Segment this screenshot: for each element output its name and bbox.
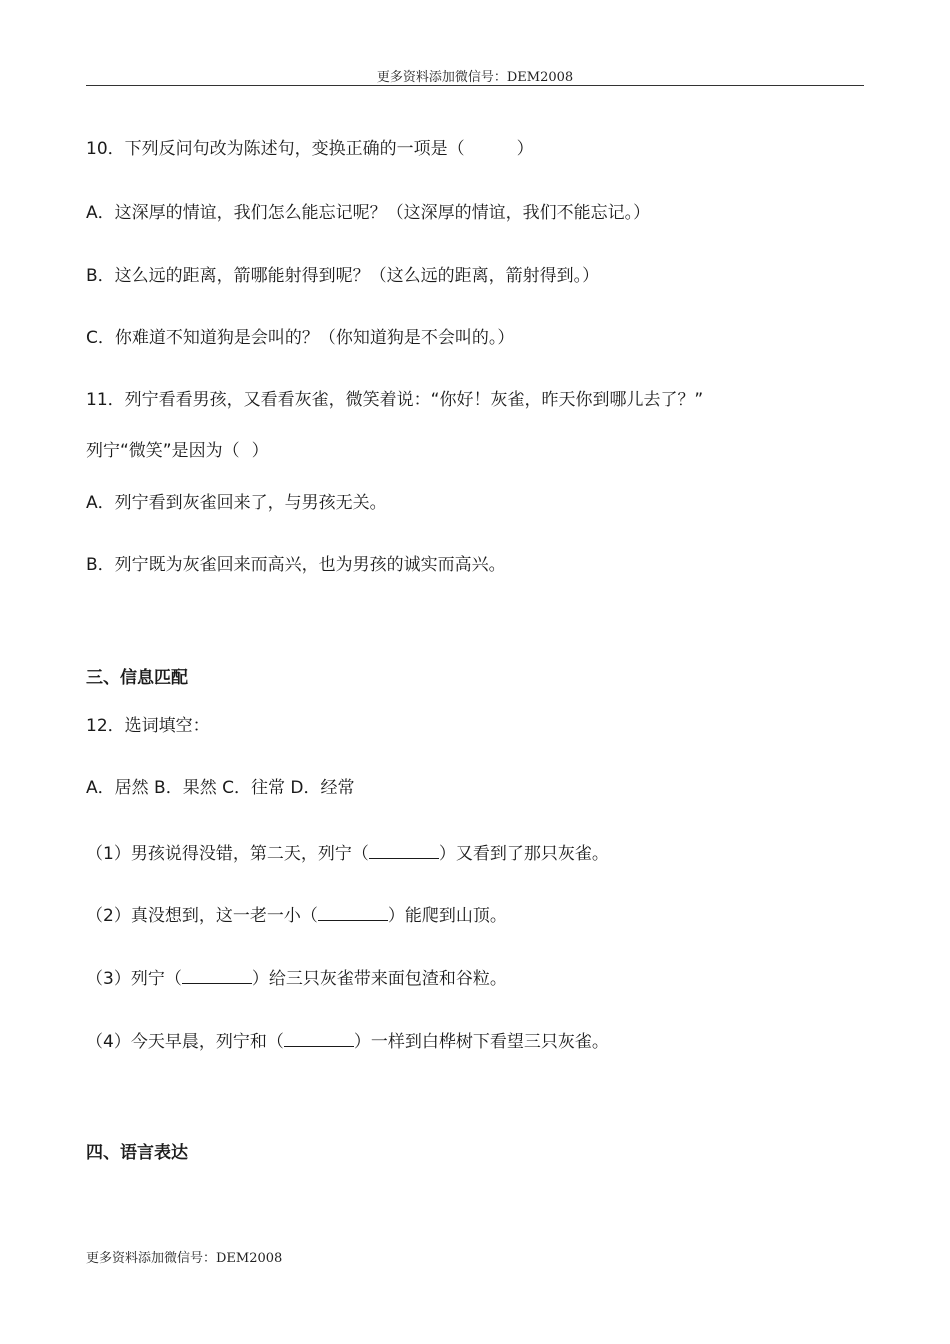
section-title: 四、语言表达 <box>86 1143 188 1163</box>
page-footer: 更多资料添加微信号：DEM2008 <box>86 1251 283 1266</box>
question-11-stem: 11．列宁看看男孩，又看看灰雀，微笑着说：“你好！灰雀，昨天你到哪儿去了？” <box>86 390 704 410</box>
fill-blank[interactable] <box>318 903 388 921</box>
question-12-choices: A．居然 B．果然 C．往常 D．经常 <box>86 778 355 798</box>
fill-blank[interactable] <box>284 1029 354 1047</box>
fill-blank[interactable] <box>369 841 439 859</box>
question-10-stem <box>86 138 534 160</box>
question-11-option-b[interactable]: B．列宁既为灰雀回来而高兴，也为男孩的诚实而高兴。 <box>86 555 506 575</box>
item-prefix: （4）今天早晨，列宁和（ <box>86 1032 284 1052</box>
question-10-stem-close: ） <box>516 139 534 159</box>
item-suffix: ）给三只灰雀带来面包渣和谷粒。 <box>251 969 507 989</box>
question-10-option-c[interactable]: C．你难道不知道狗是会叫的？（你知道狗是不会叫的。） <box>86 328 515 348</box>
question-10-option-a[interactable]: A．这深厚的情谊，我们怎么能忘记呢？（这深厚的情谊，我们不能忘记。） <box>86 203 651 223</box>
question-12-item-1 <box>86 841 609 865</box>
page-header: 更多资料添加微信号：DEM2008 <box>376 70 574 85</box>
header-divider <box>86 85 864 86</box>
question-11-stem2-close: ） <box>251 441 269 461</box>
question-12-item-4 <box>86 1029 609 1053</box>
question-10-option-b[interactable]: B．这么远的距离，箭哪能射得到呢？（这么远的距离，箭射得到。） <box>86 266 600 286</box>
question-12-stem: 12．选词填空： <box>86 716 210 736</box>
question-11-option-a[interactable]: A．列宁看到灰雀回来了，与男孩无关。 <box>86 493 387 513</box>
question-10-stem-text: 10．下列反问句改为陈述句，变换正确的一项是（ <box>86 139 465 159</box>
item-prefix: （1）男孩说得没错，第二天，列宁（ <box>86 844 369 864</box>
question-11-stem2-text: 列宁“微笑”是因为（ <box>86 441 240 461</box>
question-12-item-3 <box>86 966 507 990</box>
question-11-stem-line2 <box>86 440 269 462</box>
item-prefix: （3）列宁（ <box>86 969 182 989</box>
item-suffix: ）又看到了那只灰雀。 <box>438 844 609 864</box>
item-suffix: ）一样到白桦树下看望三只灰雀。 <box>353 1032 609 1052</box>
item-suffix: ）能爬到山顶。 <box>387 906 507 926</box>
fill-blank[interactable] <box>182 966 252 984</box>
section-title: 三、信息匹配 <box>86 668 188 688</box>
question-12-item-2 <box>86 903 507 927</box>
item-prefix: （2）真没想到，这一老一小（ <box>86 906 318 926</box>
